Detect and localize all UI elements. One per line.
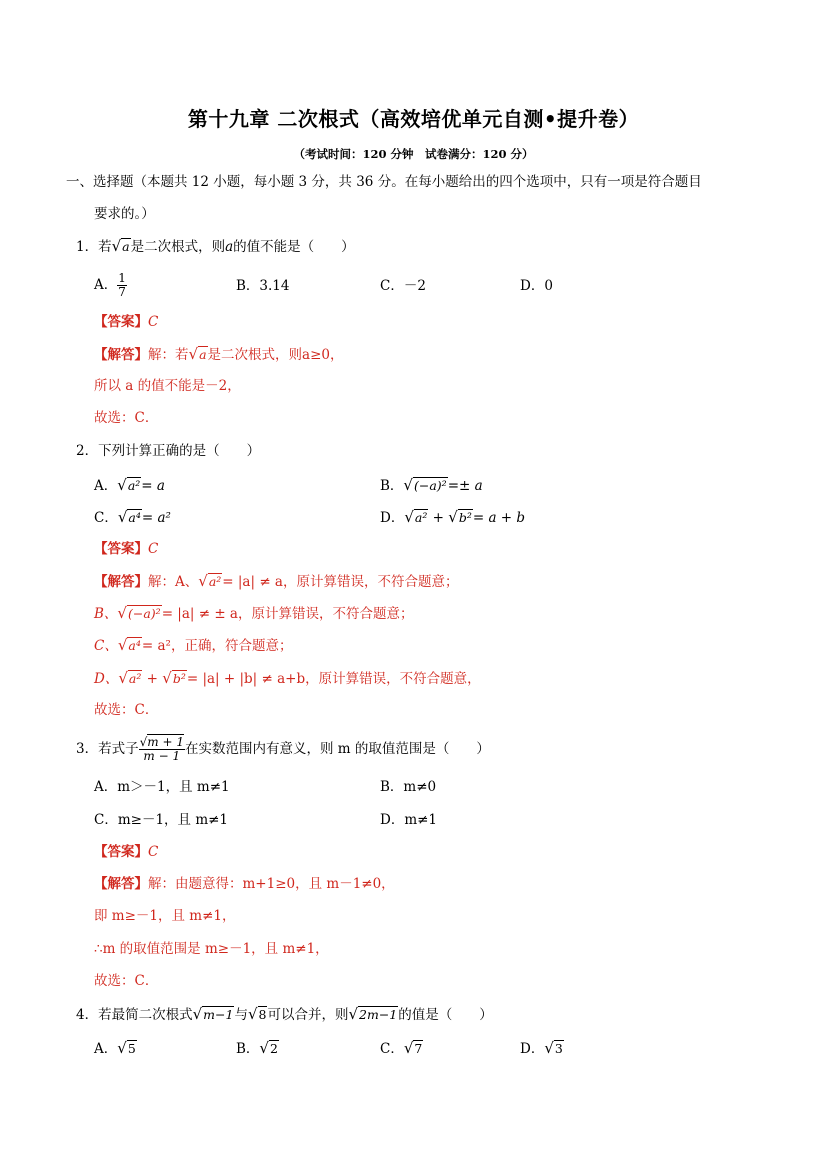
sqrt-expression: √2m−1 xyxy=(348,1005,398,1023)
question-number: 3． xyxy=(76,741,99,757)
explanation-label: 【解答】 xyxy=(94,574,148,590)
answer-label: 【答案】 xyxy=(94,314,148,330)
question-2-explanation-line-4 xyxy=(94,668,481,689)
question-2-explanation-line-1 xyxy=(94,571,458,592)
explanation-text: 解：A、 xyxy=(148,574,199,590)
question-3-option-a: A．m＞－1，且 m≠1 xyxy=(94,779,230,795)
question-2-explanation-line-5: 故选：C． xyxy=(94,702,159,718)
stem-text: 与 xyxy=(234,1007,248,1023)
option-text: + xyxy=(428,510,449,526)
option-label: C． xyxy=(380,1041,404,1057)
explanation-text: 解：由题意得：m+1≥0，且 m－1≠0， xyxy=(148,876,395,892)
option-label: C． xyxy=(94,510,118,526)
sqrt-expression: √(−a)² xyxy=(403,476,447,494)
section-heading: 一、选择题（本题共 12 小题，每小题 3 分，共 36 分。在每小题给出的四个选项中，只有一项是符合题目 xyxy=(66,174,702,190)
sqrt-expression: √a² xyxy=(198,572,222,590)
sqrt-expression: √3 xyxy=(544,1039,563,1057)
question-3-stem xyxy=(76,734,490,764)
explanation-text: = a²，正确，符合题意； xyxy=(141,638,293,654)
question-1-option-d: D．0 xyxy=(520,278,553,294)
stem-text: 可以合并，则 xyxy=(267,1007,349,1023)
option-label: D． xyxy=(380,510,405,526)
question-4-stem xyxy=(76,1004,493,1025)
explanation-label: 【解答】 xyxy=(94,876,148,892)
page-title: 第十九章 二次根式（高效培优单元自测•提升卷） xyxy=(187,107,640,131)
question-3-explanation-line-3: ∴m 的取值范围是 m≥－1，且 m≠1， xyxy=(94,941,329,957)
explanation-label: 【解答】 xyxy=(94,347,148,363)
option-label: B． xyxy=(380,478,404,494)
question-2-option-a xyxy=(94,475,165,496)
explanation-text: C、 xyxy=(94,638,118,654)
explanation-text: B、 xyxy=(94,606,118,622)
sqrt-expression: √m−1 xyxy=(192,1005,234,1023)
explanation-text: + xyxy=(142,671,163,687)
stem-text: 若最简二次根式 xyxy=(98,1007,193,1023)
sqrt-expression: √b² xyxy=(162,669,186,687)
question-2-explanation-line-2 xyxy=(94,603,413,624)
question-1-option-a xyxy=(94,272,127,299)
question-1-explanation-line-3: 故选：C． xyxy=(94,410,159,426)
question-4-option-b xyxy=(236,1038,279,1059)
option-label: D． xyxy=(520,1041,545,1057)
explanation-text: a≥0， xyxy=(302,347,344,363)
sqrt-expression: √(−a)² xyxy=(117,604,161,622)
option-label: B． xyxy=(236,1041,260,1057)
sqrt-expression: √a² xyxy=(118,669,142,687)
sqrt-expression: √a² xyxy=(404,508,428,526)
sqrt-expression: √8 xyxy=(247,1005,267,1023)
stem-text: 下列计算正确的是（ ） xyxy=(98,443,261,459)
question-2-option-c xyxy=(94,507,171,528)
answer-value: C xyxy=(148,541,159,557)
stem-text: 若 xyxy=(98,239,112,255)
question-3-explanation-line-4: 故选：C． xyxy=(94,973,159,989)
option-text: =± a xyxy=(447,478,483,494)
sqrt-expression: √a⁴ xyxy=(117,636,141,654)
exam-info: （考试时间：120 分钟 试卷满分：120 分） xyxy=(293,147,534,161)
question-4-option-a xyxy=(94,1038,137,1059)
explanation-text: D、 xyxy=(94,671,119,687)
answer-label: 【答案】 xyxy=(94,844,148,860)
fraction: $\frac{√m + 1}{m - 1}$ xyxy=(139,735,184,763)
sqrt-expression: √2 xyxy=(259,1039,278,1057)
question-3-explanation-line-2: 即 m≥－1，且 m≠1， xyxy=(94,908,236,924)
question-3-explanation-line-1 xyxy=(94,874,395,894)
variable: a xyxy=(225,239,234,255)
sqrt-expression: √a xyxy=(188,345,207,363)
sqrt-expression: √b² xyxy=(448,508,472,526)
sqrt-expression: √5 xyxy=(117,1039,136,1057)
question-3-option-b: B．m≠0 xyxy=(380,779,437,795)
stem-text: 是二次根式，则 xyxy=(130,239,226,255)
sqrt-expression: √a⁴ xyxy=(117,508,141,526)
question-1-explanation-line-2: 所以 a 的值不能是－2， xyxy=(94,378,241,394)
option-text: = a xyxy=(141,478,165,494)
explanation-text: = |a| + |b| ≠ a+b，原计算错误，不符合题意， xyxy=(186,671,481,687)
explanation-text: = |a| ≠ ± a，原计算错误，不符合题意； xyxy=(161,606,414,622)
sqrt-expression: √a² xyxy=(117,476,141,494)
option-text: = a² xyxy=(141,510,171,526)
stem-text: 的值是（ ） xyxy=(398,1007,493,1023)
stem-text: 若式子 xyxy=(98,741,139,757)
question-2-option-d xyxy=(380,507,525,528)
question-1-stem xyxy=(76,236,355,257)
question-3-option-d: D．m≠1 xyxy=(380,812,438,828)
question-1-explanation-line-1 xyxy=(94,344,343,365)
answer-value: C xyxy=(148,314,159,330)
question-4-option-c xyxy=(380,1038,423,1059)
sqrt-expression: √a xyxy=(111,237,130,255)
section-heading-cont: 要求的。） xyxy=(94,206,155,222)
question-2-answer xyxy=(94,539,158,559)
option-text: = a + b xyxy=(472,510,526,526)
answer-label: 【答案】 xyxy=(94,541,148,557)
question-2-option-b xyxy=(380,475,483,496)
question-number: 2． xyxy=(76,443,99,459)
explanation-text: = |a| ≠ a，原计算错误，不符合题意； xyxy=(222,574,459,590)
stem-text: 在实数范围内有意义，则 m 的取值范围是（ ） xyxy=(184,741,490,757)
sqrt-expression: √7 xyxy=(403,1039,423,1057)
question-number: 4． xyxy=(76,1007,99,1023)
question-3-answer xyxy=(94,842,158,862)
fraction: $\frac{1}{7}$ xyxy=(118,271,126,299)
question-1-option-c: C．－2 xyxy=(380,278,426,294)
stem-text: 的值不能是（ ） xyxy=(233,239,355,255)
answer-value: C xyxy=(148,844,159,860)
question-1-answer xyxy=(94,312,158,332)
question-3-option-c: C．m≥－1，且 m≠1 xyxy=(94,812,229,828)
option-label: A． xyxy=(94,1041,118,1057)
question-number: 1． xyxy=(76,239,99,255)
option-label: A． xyxy=(94,277,118,293)
question-4-option-d xyxy=(520,1038,564,1059)
question-2-explanation-line-3 xyxy=(94,635,292,656)
explanation-text: 解：若 xyxy=(148,347,189,363)
question-1-option-b: B．3.14 xyxy=(236,278,290,294)
explanation-text: 是二次根式，则 xyxy=(207,347,303,363)
question-2-stem xyxy=(76,441,260,461)
option-label: A． xyxy=(94,478,118,494)
